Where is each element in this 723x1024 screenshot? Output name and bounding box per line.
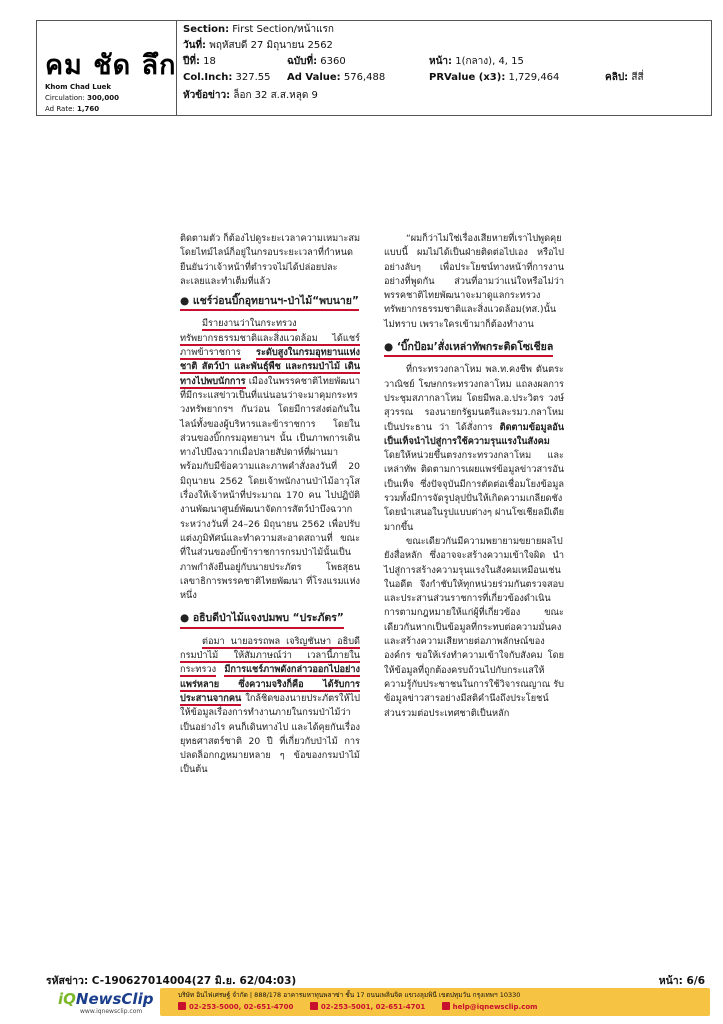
advalue-field: Ad Value: 576,488 xyxy=(287,72,386,83)
subhead-director-explains: ● อธิบดีป่าไม้แจงปมพบ “ประภัตร” xyxy=(180,611,344,628)
circulation: Circulation: 300,000 xyxy=(45,94,119,102)
issue-field: ฉบับที่: 6360 xyxy=(287,56,346,67)
phone-icon xyxy=(178,1002,186,1010)
fax-contact: 02-253-5001, 02-651-4701 xyxy=(310,1003,425,1011)
subhead-social-media: ● ‘บิ๊กป้อม’สั่งเหล่าทัพกระติดโซเชียล xyxy=(384,340,553,357)
page-counter: หน้า: 6/6 xyxy=(658,975,705,987)
right-article-column xyxy=(384,232,564,721)
publication-logo: คม ชัด ลึก xyxy=(45,50,177,81)
section-line: Section: First Section/หน้าแรก xyxy=(183,24,334,35)
iqnewsclip-url: www.iqnewsclip.com xyxy=(80,1008,143,1015)
email-contact: help@iqnewsclip.com xyxy=(442,1003,538,1011)
publication-name: Khom Chad Luek xyxy=(45,83,112,91)
paragraph-director: ต่อมา นายอรรถพล เจริญชันษา อธิบดีกรมป่าไม้ ให้สัมภาษณ์ว่า เวลานี้ภายในกระทรวง มีการแชร์ภาพดังกล่าวออกไปอย่างแพร่หลาย ซึ่งความจริงก็คือ ได้รับการประสานจากคน ใกล้ชิดของนายประภัตรให้ไปให้ข้อมูลเรื่องการทำงานภายในกรมป่าไม้ว่าเป็นอย่างไร คนก็เดินทางไป และได้คุยกันเรื่องยุทธศาสตร์ชาติ 20 ปี ที่เกี่ยวกับป่าไม้ การปลดล็อกกฎหมายหลาย ๆ ข้อของกรมป่าไม้ เป็นต้น xyxy=(180,635,360,776)
date-line: วันที่: พฤหัสบดี 27 มิถุนายน 2562 xyxy=(183,40,333,51)
intro-paragraph: ติดตามตัว ก็ต้องไปดูระยะเวลาความเหมาะสม โดยไทม์ไลน์ก็อยู่ในกรอบระยะเวลาที่กำหนด ยืนยันว่าเจ้าหน้าที่ตำรวจไม่ได้ปล่อยปละละเลยและทำเต็มที่แล้ว xyxy=(180,233,360,287)
page-field: หน้า: 1(กลาง), 4, 15 xyxy=(429,56,524,67)
paragraph-share-photos: มีรายงานว่าในกระทรวงทรัพยากรธรรมชาติและสิ่งแวดล้อม ได้แชร์ภาพข้าราชการ ระดับสูงในกรมอุทยานแห่งชาติ สัตว์ป่า และพันธุ์พืช และกรมป่าไม้ เดินทางไปพบนักการ เมืองในพรรคชาติไทยพัฒนา ที่มีกระแสข่าวเป็นที่แน่นอนว่าจะมาคุมกระทรวงทรัพยากรฯ กันว่อน โดยมีการส่งต่อกันในไลน์ทั้งของผู้บริหารและข้าราชการ โดยในส่วนของบิ๊กกรมอุทยานฯ นั้น เป็นภาพการเดินทางไปบึงฉวากเมื่อปลายสัปดาห์ที่ผ่านมา พร้อมกับมีข้อความและภาพคำสั่งลงวันที่ 20 มิถุนายน 2562 โดยเจ้าพนักงานป่าไม้อาวุโส เรื่องให้เจ้าหน้าที่ประมาณ 170 คน ไปปฏิบัติงานพัฒนาศูนย์พัฒนาจัดการสัตว์ป่าบึงฉวาก ระหว่างวันที่ 24–26 มิถุนายน 2562 เพื่อปรับแต่งภูมิทัศน์และทำความสะอาดสถานที่ ขณะที่ในส่วนของบิ๊กข้าราชการกรมป่าไม้นั้นเป็นภาพกำลังยืนอยู่กับนายประภัตร โพธสุธน เลขาธิการพรรคชาติไทยพัฒนา ที่โรงแรมแห่งหนึ่ง xyxy=(180,318,360,602)
paragraph-mainstream-media: ขณะเดียวกันมีความพยายามขยายผลไปยังสื่อหลัก ซึ่งอาจจะสร้างความเข้าใจผิด นำไปสู่การสร้างความรุนแรงในสังคมเหมือนเช่นในอดีต จึงกำชับให้ทุกหน่วยร่วมกันตรวจสอบ และประสานส่วนราชการที่เกี่ยวข้องดำเนินการตามกฎหมายให้แก่ผู้ที่เกี่ยวข้อง ขณะเดียวกันหากเป็นข้อมูลที่กระทบต่อความมั่นคงและสร้างความเสียหายต่อภาพลักษณ์ขององค์กร ขอให้เร่งทำความเข้าใจกับสังคม โดยให้ข้อมูลที่ถูกต้องครบถ้วนไปกับกระแสให้ความรู้กับประชาชนในการใช้วิจารณญาณ รับข้อมูลข่าวสารอย่างมีสติคำนึงถึงประโยชน์ส่วนรวมต่อประเทศชาติเป็นหลัก xyxy=(384,535,564,719)
quote-paragraph: “ผมก็ว่าไม่ใช่เรื่องเสียหายที่เราไปพูดคุยแบบนี้ ผมไม่ได้เป็นฝ่ายติดต่อไปเอง หรือไปอย่างลับๆ เพื่อประโยชน์ทางหน้าที่การงานอย่างที่พูดกัน ส่วนที่อามว่าแน่ใจหรือไม่ว่าพรรคชาติไทยพัฒนาจะมาดูแลกระทรวงทรัพยากรธรรมชาติและสิ่งแวดล้อม(ทส.)นั้นไม่ทราบ เพราะใครเข้ามาก็ต้องทำงาน xyxy=(384,233,564,330)
clip-header xyxy=(36,20,712,116)
news-id: รหัสข่าว: C-190627014004(27 มิ.ย. 62/04:03) xyxy=(46,975,297,987)
subhead-forest-officials: ● แชร์ว่อนบิ๊กอุทยานฯ-ป่าไม้“พบนาย” xyxy=(180,294,359,311)
email-icon xyxy=(442,1002,450,1010)
year-field: ปีที่: 18 xyxy=(183,56,216,67)
clip-field: คลิป: สีสี่ xyxy=(605,72,644,83)
left-article-column xyxy=(180,232,360,778)
ad-rate: Ad Rate: 1,760 xyxy=(45,105,100,113)
fax-icon xyxy=(310,1002,318,1010)
colinch-field: Col.Inch: 327.55 xyxy=(183,72,271,83)
prvalue-field: PRValue (x3): 1,729,464 xyxy=(429,72,560,83)
paragraph-defense-ministry: ที่กระทรวงกลาโหม พล.ท.คงชีพ ตันตระวาณิชย์ โฆษกกระทรวงกลาโหม แถลงผลการประชุมสภากลาโหม โดยมีพล.อ.ประวิตร วงษ์สุวรรณ รองนายกรัฐมนตรีและรมว.กลาโหม เป็นประธาน ว่า ได้สั่งการ ติดตามข้อมูลอันเป็นเท็จนำไปสู่การใช้ความรุนแรงในสังคม โดยให้หน่วยขึ้นตรงกระทรวงกลาโหม และเหล่าทัพ ติดตามการเผยแพร่ข้อมูลข่าวสารอันเป็นเท็จ ซึ่งปัจจุบันมีการตัดต่อเชื่อมโยงข้อมูล รวมทั้งมีการจัดรูปลุปปั่นให้เกิดความเกลียดชัง โดยนำเสนอในรูปแบบต่างๆ ผ่านโซเชียลมีเดียมากขึ้น xyxy=(384,364,565,533)
iqnewsclip-logo xyxy=(58,990,158,1016)
phone-contact: 02-253-5000, 02-651-4700 xyxy=(178,1003,293,1011)
headline-line: หัวข้อข่าว: ล็อก 32 ส.ส.หลุด 9 xyxy=(183,90,318,101)
iqnewsclip-logo-icon: iQNewsClip xyxy=(58,990,154,1008)
contact-info xyxy=(178,1002,551,1011)
publication-logo-box xyxy=(37,21,177,115)
company-address: บริษัท อินไฟเศรษฐ์ จำกัด | 888/178 อาคารมหาทุนพลาซ่า ชั้น 17 ถนนเพลินจิต แขวงลุมพินี เขตปทุมวัน กรุงเทพฯ 10330 xyxy=(178,991,521,999)
